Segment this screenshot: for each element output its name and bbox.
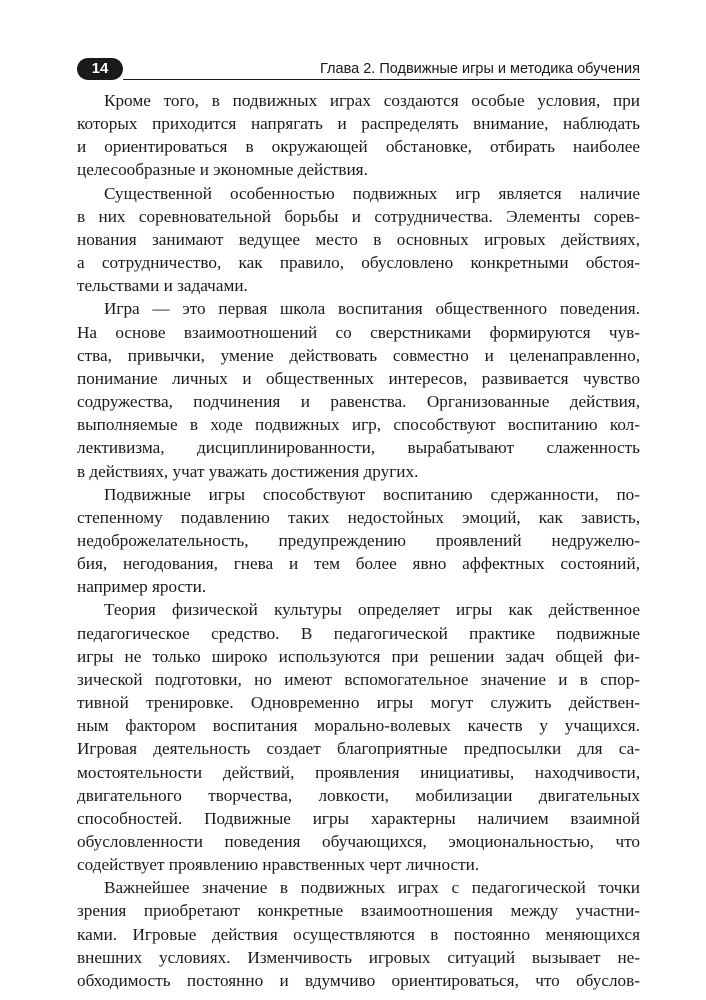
text-line: недоброжелательность, предупреждению проявлений недружелю- (77, 530, 640, 550)
text-line: целесообразные и экономные действия. (77, 160, 368, 180)
text-line: Теория физической культуры определяет игры как действенное (104, 600, 640, 620)
paragraph (77, 182, 640, 298)
text-line: и ориентироваться в окружающей обстановке, отбирать наиболее (77, 137, 640, 157)
text-line: бия, негодования, гнева и тем более явно аффектных состояний, (77, 554, 640, 574)
text-line: игры не только широко используются при решении задач общей фи- (77, 646, 640, 666)
text-line: содружества, подчинения и равенства. Организованные действия, (77, 392, 640, 412)
text-line: Существенной особенностью подвижных игр является наличие (104, 183, 640, 203)
text-line: например ярости. (77, 577, 207, 597)
text-line: в них соревновательной борьбы и сотрудничества. Элементы сорев- (77, 206, 640, 226)
text-line: внешних условиях. Изменчивость игровых ситуаций вызывает не- (77, 947, 640, 967)
text-line: зической подготовки, но имеют вспомогательное значение и в спор- (77, 669, 640, 689)
text-line: нования занимают ведущее место в основных игровых действиях, (77, 229, 640, 249)
text-line: которых приходится напрягать и распределять внимание, наблюдать (77, 114, 640, 134)
text-line: двигательного творчества, ловкости, мобилизации двигательных (77, 785, 640, 805)
text-line: педагогическое средство. В педагогической практике подвижные (77, 623, 640, 643)
paragraph (77, 598, 640, 876)
text-line: мостоятельности действий, проявления инициативы, находчивости, (77, 762, 640, 782)
text-line: степенному подавлению таких недостойных эмоций, как зависть, (77, 507, 640, 527)
page-number-badge: 14 (77, 58, 123, 80)
text-line: ства, привычки, умение действовать совместно и целенаправленно, (77, 345, 640, 365)
text-line: обходимость постоянно и вдумчиво ориентироваться, что обуслов- (77, 970, 640, 990)
text-line: в действиях, учат уважать достижения других. (77, 461, 419, 481)
paragraph (77, 876, 640, 992)
text-line: способностей. Подвижные игры характерны наличием взаимной (77, 808, 640, 828)
text-line: Важнейшее значение в подвижных играх с педагогической точки (104, 878, 640, 898)
text-line: тельствами и задачами. (77, 276, 248, 296)
text-line: а сотрудничество, как правило, обусловлено конкретными обстоя- (77, 253, 640, 273)
text-line: ным фактором воспитания морально-волевых качеств у учащихся. (77, 716, 640, 736)
paragraph (77, 297, 640, 482)
text-line: тивной тренировке. Одновременно игры могут служить действен- (77, 693, 640, 713)
text-line: обусловленности поведения обучающихся, эмоциональностью, что (77, 832, 640, 851)
text-line: содействует проявлению нравственных черт личности. (77, 855, 480, 875)
paragraph (77, 483, 640, 599)
text-line: ками. Игровые действия осуществляются в постоянно меняющихся (77, 924, 640, 944)
text-line: лективизма, дисциплинированности, вырабатывают слаженность (77, 438, 640, 458)
body-text (77, 89, 640, 992)
text-line: Игровая деятельность создает благоприятные предпосылки для са- (77, 739, 640, 759)
chapter-title: Глава 2. Подвижные игры и методика обучения (320, 61, 640, 77)
text-line: понимание личных и общественных интересов, развивается чувство (77, 368, 640, 388)
text-line: выполняемые в ходе подвижных игр, способствуют воспитанию кол- (77, 415, 640, 435)
text-line: зрения приобретают конкретные взаимоотношения между участни- (77, 901, 640, 921)
text-line: Игра — это первая школа воспитания общественного поведения. (104, 299, 640, 319)
header-rule (123, 79, 640, 80)
paragraph (77, 89, 640, 182)
running-header (77, 58, 640, 82)
text-line: Кроме того, в подвижных играх создаются особые условия, при (104, 91, 640, 110)
text-line: Подвижные игры способствуют воспитанию сдержанности, по- (104, 484, 640, 504)
text-line: На основе взаимоотношений со сверстниками формируются чув- (77, 322, 640, 342)
